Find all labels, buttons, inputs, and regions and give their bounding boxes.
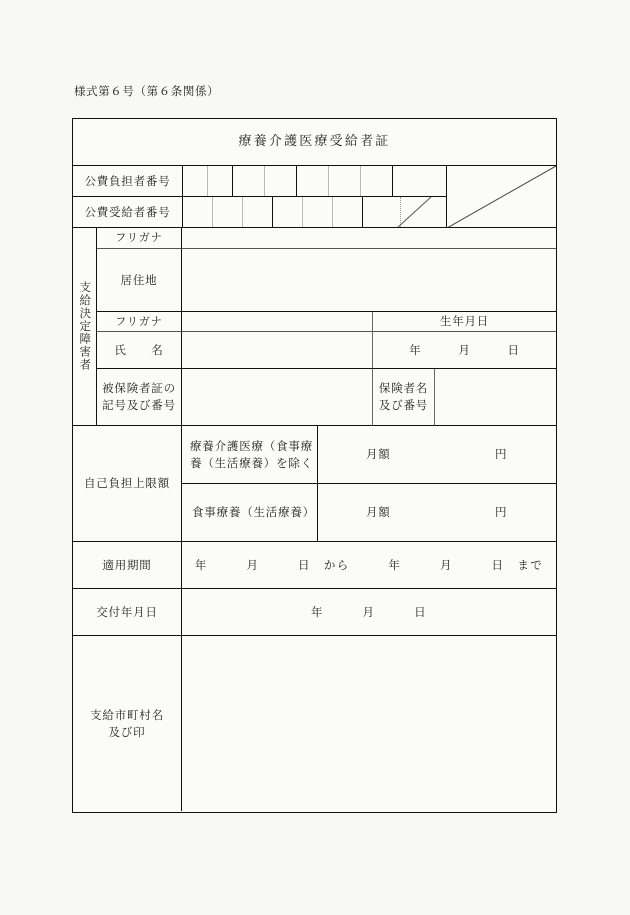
digit-box[interactable] xyxy=(393,166,446,196)
name-label: 氏 名 xyxy=(97,332,182,369)
address-furigana-label: フリガナ xyxy=(97,228,182,249)
copay-medical-amount-row[interactable] xyxy=(318,426,556,484)
digit-box[interactable] xyxy=(363,197,401,227)
digit-box[interactable] xyxy=(183,166,208,196)
name-furigana-field[interactable] xyxy=(182,312,373,332)
address-label: 居住地 xyxy=(97,249,182,312)
digit-box[interactable] xyxy=(208,166,233,196)
name-furigana-label: フリガナ xyxy=(97,312,182,332)
blank-area-diagonal-line xyxy=(447,166,556,228)
number-area-blank-right xyxy=(447,166,556,228)
copay-limit-label: 自己負担上限額 xyxy=(73,426,182,542)
insurer-label-line2: 及び番号 xyxy=(378,398,429,412)
copay-medical-amount-label: 月額 xyxy=(366,447,391,462)
digit-box[interactable] xyxy=(183,197,213,227)
copay-meals-amount-row[interactable] xyxy=(318,484,556,542)
digit-box[interactable] xyxy=(333,197,363,227)
recipient-certificate-table xyxy=(72,118,557,813)
birth-date-field[interactable]: 年 月 日 xyxy=(373,332,556,369)
digit-box[interactable] xyxy=(303,197,333,227)
insurance-card-label-line2: 記号及び番号 xyxy=(102,398,176,412)
recipient-section-vertical-label xyxy=(73,228,97,426)
digit-box[interactable] xyxy=(265,166,297,196)
digit-box[interactable] xyxy=(273,197,303,227)
check-digit-box[interactable] xyxy=(401,197,446,227)
public-expense-recipient-number-boxes[interactable] xyxy=(182,197,447,228)
application-period-label: 適用期間 xyxy=(73,542,182,589)
issue-date-label: 交付年月日 xyxy=(73,589,182,636)
insurance-card-label-line1: 被保険者証の xyxy=(102,381,176,396)
digit-box[interactable] xyxy=(361,166,393,196)
digit-box[interactable] xyxy=(243,197,273,227)
application-period-field[interactable]: 年 月 日 から 年 月 日 まで xyxy=(182,542,556,589)
form-number-heading: 様式第６号（第６条関係） xyxy=(74,84,220,98)
name-field[interactable] xyxy=(182,332,373,369)
issue-date-field[interactable]: 年 月 日 xyxy=(182,589,556,636)
vertical-label-text: 支給決定障害者 xyxy=(78,281,93,372)
copay-category-meals: 食事療養（生活療養） xyxy=(182,484,318,542)
copay-meals-amount-label: 月額 xyxy=(366,505,391,520)
copay-category-medical xyxy=(182,426,318,484)
address-field[interactable] xyxy=(182,249,556,312)
digit-box[interactable] xyxy=(213,197,243,227)
copay-meals-currency: 円 xyxy=(495,505,508,520)
municipality-label-line1: 支給市町村名 xyxy=(90,707,164,722)
public-expense-payer-number-label: 公費負担者番号 xyxy=(73,166,182,197)
digit-box[interactable] xyxy=(233,166,265,196)
municipality-label xyxy=(73,636,182,811)
insurance-card-symbol-number-field[interactable] xyxy=(182,369,373,426)
municipality-label-line2: 及び印 xyxy=(108,724,146,739)
copay-category-medical-line2: 養（生活療養）を除く xyxy=(190,455,313,470)
insurer-label-line1: 保険者名 xyxy=(378,381,429,396)
insurer-name-number-field[interactable] xyxy=(435,369,556,426)
digit-box[interactable] xyxy=(329,166,361,196)
birth-date-header: 生年月日 xyxy=(373,312,556,332)
address-furigana-field[interactable] xyxy=(182,228,556,249)
insurance-card-symbol-number-label xyxy=(97,369,182,426)
copay-category-medical-line1: 療養介護医療（食事療 xyxy=(190,438,313,453)
public-expense-recipient-number-label: 公費受給者番号 xyxy=(73,197,182,228)
municipality-field[interactable] xyxy=(182,636,556,811)
public-expense-payer-number-boxes[interactable] xyxy=(182,166,447,197)
insurer-name-number-label xyxy=(373,369,435,426)
certificate-title: 療養介護医療受給者証 xyxy=(73,119,556,166)
digit-box[interactable] xyxy=(297,166,329,196)
copay-medical-currency: 円 xyxy=(495,447,508,462)
